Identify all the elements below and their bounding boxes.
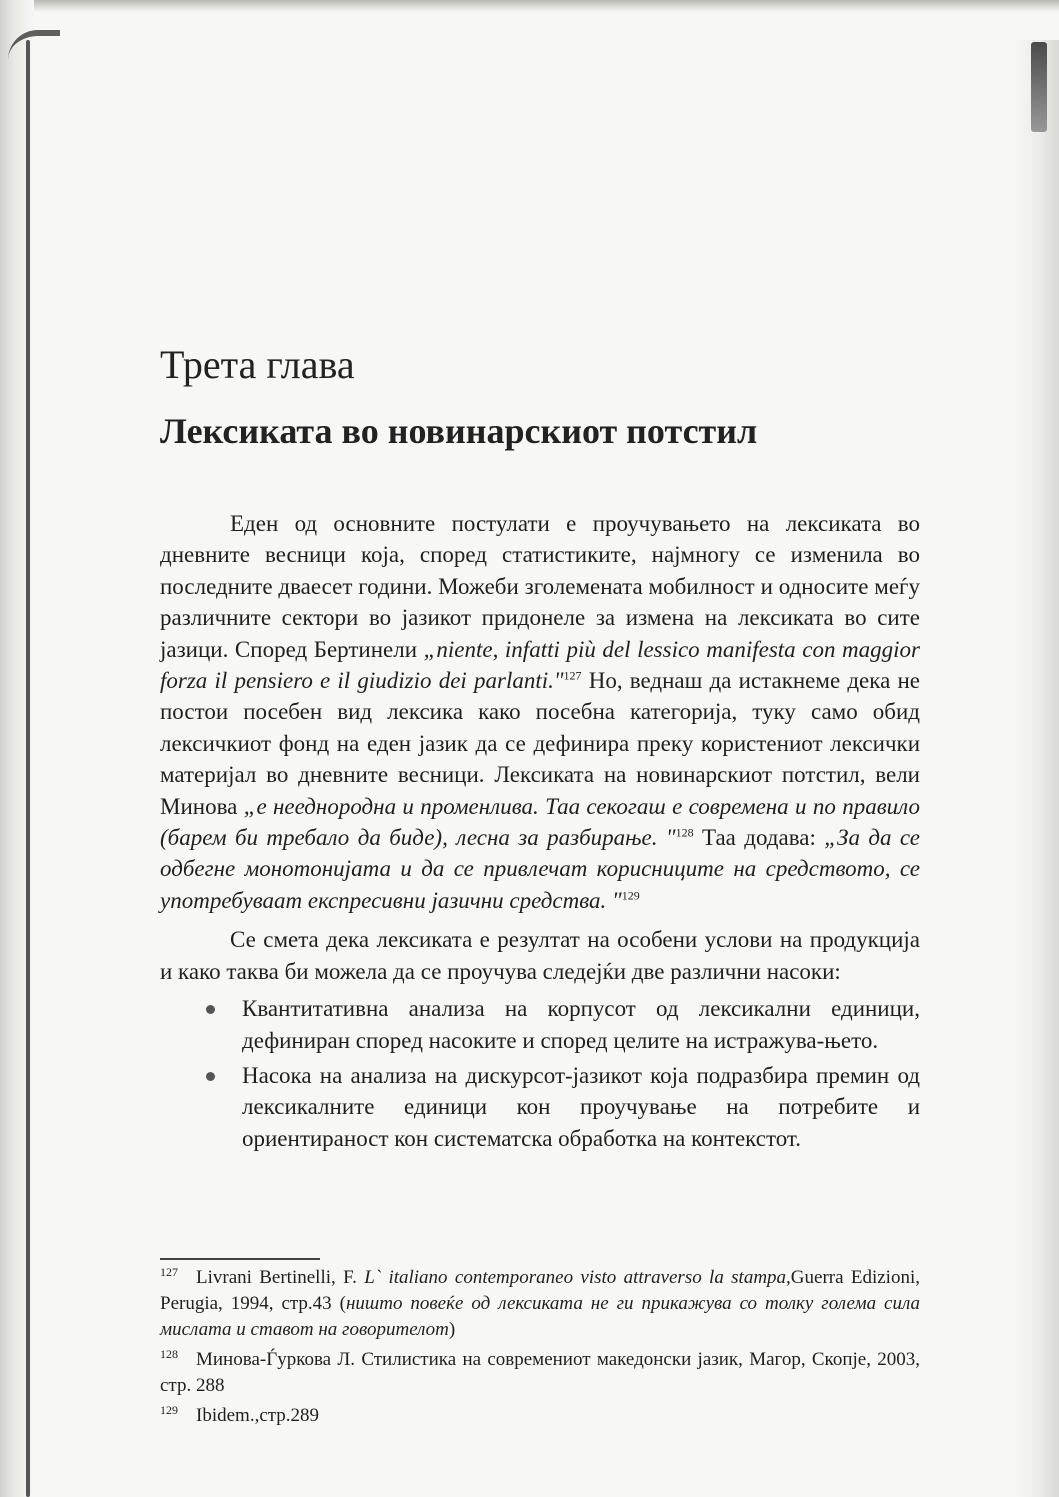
footnote-number: 127 <box>160 1264 178 1279</box>
minova-quote-2: „За да се одбегне монотонијата и да се привлечат корисниците на средството, се употребуваат експресивни јазични средства. " <box>160 825 920 913</box>
list-item-text: Насока на анализа на дискурсот-јазикот која подразбира премин од лексикалните единици кон проучувањe на потребите и ориентираност кон систематска обработка на контекстот. <box>242 1062 920 1151</box>
footnote-128 <box>160 1347 920 1399</box>
footnote-text: Livrani Bertinelli, F. <box>196 1267 365 1288</box>
footnote-ref-127: 127 <box>563 668 582 683</box>
paragraph-1-text-b: Но, веднаш да истакнеме дека не постои посебен вид лексика како посебна категорија, туку само обид лексичкиот фонд на еден јазик да се дефинира преку користениот лексички материјал во дневните весници. Лексиката на новинарскиот потстил, вели Минова <box>160 668 920 819</box>
footnote-text: Guerra Edizioni, Perugia, 1994, стр.43 ( <box>160 1267 920 1314</box>
footnote-divider <box>160 1258 320 1260</box>
footnote-text: Минова-Ѓуркова Л. Стилистика на современиот македонски јазик, Магор, Скопје, 2003, стр. 288 <box>160 1349 920 1396</box>
footnote-127 <box>160 1265 920 1343</box>
bullet-list <box>160 993 920 1154</box>
bullet-icon <box>206 1072 215 1081</box>
chapter-heading: Трета глава <box>160 342 355 387</box>
paragraph-1 <box>160 508 920 916</box>
footnote-book-title: L` italiano contemporaneo visto attraverso la stampa, <box>364 1267 791 1288</box>
paragraph-1-text-c: Таа додава: <box>693 825 825 851</box>
footnote-129 <box>160 1403 920 1429</box>
footnote-translation: ништо повеќе од лексиката не ги прикажува со толку голема сила мислата и ставот на говорителот <box>160 1293 920 1340</box>
footnote-ref-129: 129 <box>621 888 640 903</box>
minova-quote-1: „е нееднородна и променлива. Таа секогаш е современа и по правило (барем би требало да биде), лесна за разбирање. " <box>160 793 920 851</box>
italian-quote: „niente, infatti più del lessico manifesta con maggior forza il pensiero e il giudizio dei parlanti." <box>160 636 920 694</box>
footnote-text: ) <box>448 1319 456 1340</box>
body-text <box>160 508 920 1154</box>
footnote-text: Ibidem.,стр.289 <box>196 1405 320 1426</box>
paragraph-1-text-a: Еден од основните постулати е проучувањето на лексиката во дневните весници која, според статистиките, најмногу се изменила во последните дваесет години. Можеби зголемената мобилност и односите меѓу различните сектори во јазикот придонеле за измена на лексиката во сите јазици. Според Бертинели <box>160 511 920 662</box>
bullet-icon <box>206 1005 215 1014</box>
paragraph-2: Се смета дека лексиката е резултат на особени услови на продукција и како таква би можела да се проучува следејќи две различни насоки: <box>160 927 920 984</box>
footnote-number: 128 <box>160 1346 178 1361</box>
list-item-text: Квантитативна анализа на корпусот од лексикални единици, дефиниран според насоките и според целите на истражува-њето. <box>242 996 920 1053</box>
footnote-number: 129 <box>160 1402 178 1417</box>
chapter-title: Лексиката во новинарскиот потстил <box>160 411 758 451</box>
list-item <box>160 993 920 1056</box>
footnote-ref-128: 128 <box>675 825 694 840</box>
list-item <box>160 1060 920 1154</box>
footnotes <box>160 1265 920 1429</box>
